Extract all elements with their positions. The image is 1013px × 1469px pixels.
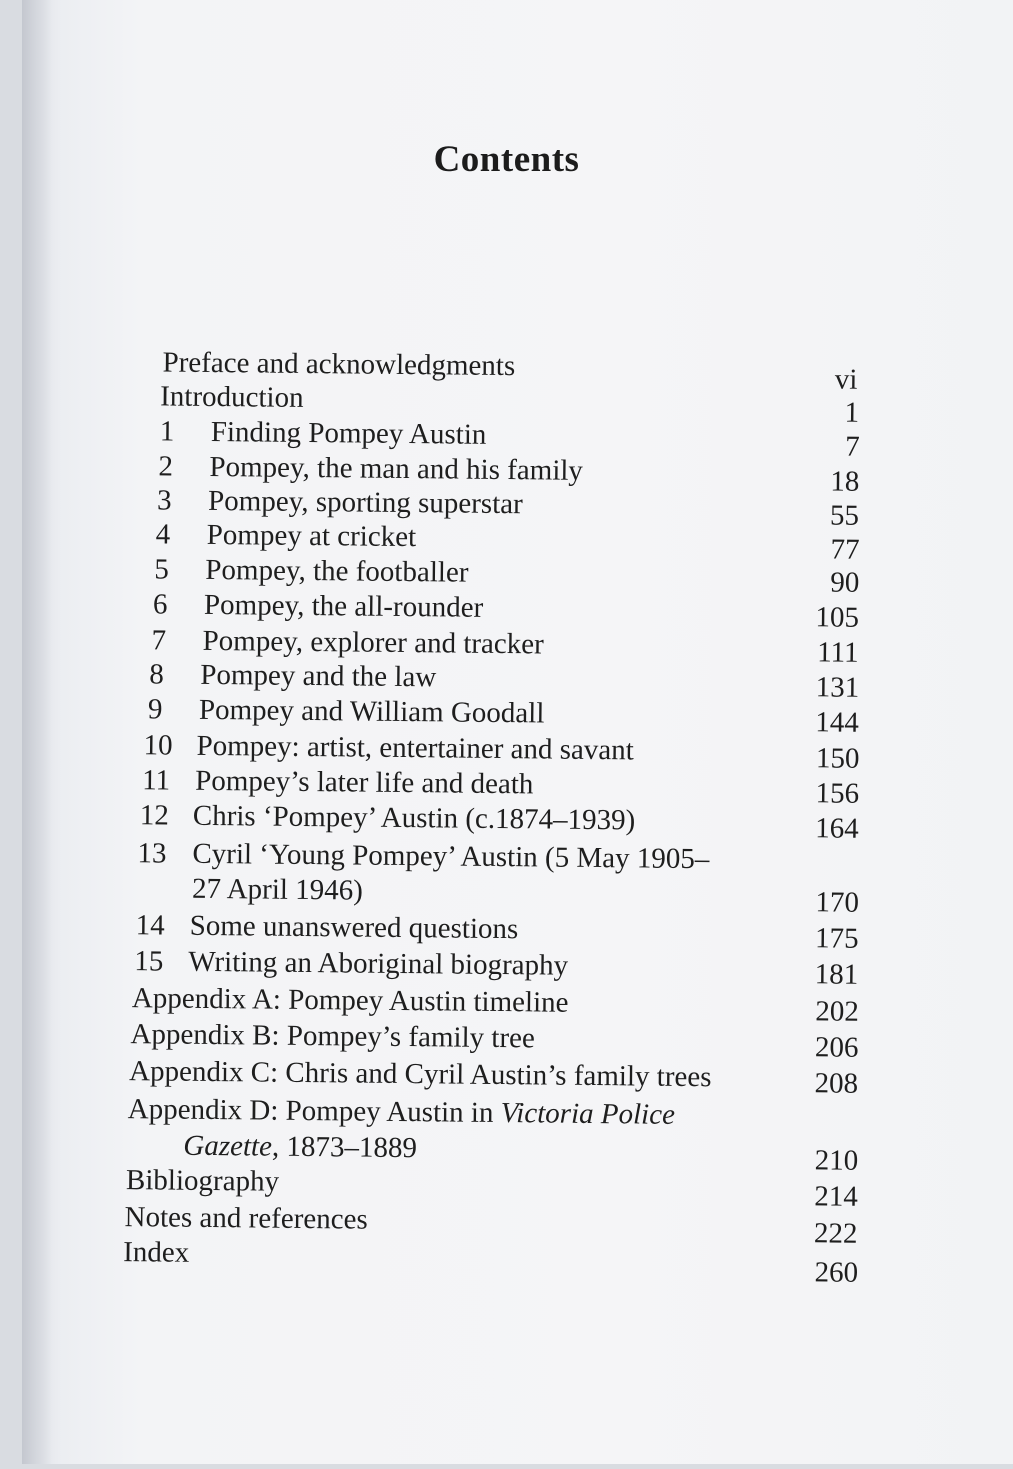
toc-entry-page: 111 bbox=[817, 636, 859, 669]
toc-entry-label: Preface and acknowledgments bbox=[162, 346, 516, 383]
toc-entry-number: 13 bbox=[137, 837, 167, 870]
toc-entry-label: Appendix C: Chris and Cyril Austin’s family trees bbox=[128, 1055, 712, 1094]
toc-entry-label: Pompey and the law bbox=[200, 658, 437, 694]
toc-entry-page: 210 bbox=[814, 1144, 859, 1177]
toc-entry-label-text: Appendix D: Pompey Austin in bbox=[127, 1093, 494, 1129]
toc-entry bbox=[0, 1091, 1010, 1177]
toc-entry-page: 150 bbox=[815, 742, 860, 775]
toc-entry-label: Index bbox=[123, 1236, 190, 1269]
toc-entry-number: 10 bbox=[143, 729, 173, 762]
toc-entry-page: 90 bbox=[830, 566, 860, 599]
toc-entry-label: Chris ‘Pompey’ Austin (c.1874–1939) bbox=[192, 799, 636, 837]
page-title: Contents bbox=[433, 139, 580, 180]
toc-entry-label-continued: 27 April 1946) bbox=[191, 872, 363, 907]
toc-entry-number: 6 bbox=[152, 588, 168, 621]
toc-entry-label: Pompey: artist, entertainer and savant bbox=[196, 729, 634, 767]
toc-entry-page: vi bbox=[834, 363, 858, 396]
toc-entry-page: 144 bbox=[815, 706, 859, 739]
toc-entry bbox=[0, 835, 1013, 919]
toc-entry-number: 9 bbox=[147, 693, 163, 726]
toc-entry-label: Pompey, the footballer bbox=[205, 553, 469, 589]
toc-entry-number: 8 bbox=[149, 658, 164, 691]
toc-entry-page: 164 bbox=[815, 812, 859, 845]
toc-entry-page: 131 bbox=[815, 671, 860, 704]
toc-entry-label: Pompey at cricket bbox=[206, 518, 417, 554]
toc-entry-page: 1 bbox=[844, 396, 860, 429]
toc-entry-page: 214 bbox=[814, 1180, 859, 1213]
toc-entry-label-italic: Gazette bbox=[183, 1129, 273, 1163]
toc-entry-label-italic: Victoria Police bbox=[500, 1097, 676, 1131]
toc-entry-page: 181 bbox=[814, 958, 859, 991]
toc-entry-label-continued bbox=[183, 1129, 417, 1165]
toc-entry-number: 11 bbox=[142, 764, 171, 797]
toc-entry-page: 156 bbox=[815, 777, 860, 810]
toc-entry-label: Pompey and William Goodall bbox=[198, 693, 545, 730]
toc-entry-page: 77 bbox=[830, 533, 860, 566]
toc-entry-number: 12 bbox=[139, 799, 169, 832]
toc-entry-page: 202 bbox=[815, 995, 859, 1028]
toc-entry-label: Pompey, sporting superstar bbox=[207, 484, 523, 521]
toc-entry-number: 3 bbox=[156, 484, 172, 517]
toc-entry-page: 222 bbox=[813, 1217, 858, 1250]
toc-entry-label: Writing an Aboriginal biography bbox=[188, 945, 569, 982]
toc-entry-page: 206 bbox=[814, 1031, 859, 1064]
toc-entry-number: 7 bbox=[151, 624, 167, 657]
toc-entry-page: 7 bbox=[845, 430, 860, 463]
toc-entry-label: Cyril ‘Young Pompey’ Austin (5 May 1905– bbox=[192, 837, 710, 876]
toc-entry-page: 170 bbox=[815, 886, 860, 919]
toc-entry-page: 175 bbox=[814, 922, 859, 955]
toc-entry-label: Pompey, explorer and tracker bbox=[202, 624, 544, 661]
toc-entry-number: 15 bbox=[134, 945, 164, 978]
toc-entry-label: Appendix A: Pompey Austin timeline bbox=[131, 982, 569, 1019]
toc-entry-number: 2 bbox=[158, 450, 174, 483]
toc-entry-page: 208 bbox=[814, 1067, 859, 1100]
toc-entry-label: Notes and references bbox=[124, 1201, 368, 1236]
toc-entry-label: Some unanswered questions bbox=[189, 909, 519, 946]
toc-entry-label: Pompey’s later life and death bbox=[195, 764, 534, 801]
toc-entry-label: Bibliography bbox=[125, 1164, 280, 1198]
toc-entry-page: 105 bbox=[815, 601, 860, 634]
toc-entry bbox=[0, 1053, 1010, 1098]
toc-entry-label bbox=[128, 1092, 676, 1132]
toc-entry-number: 5 bbox=[154, 553, 170, 586]
toc-entry-label-text: , 1873–1889 bbox=[271, 1130, 418, 1165]
toc-entry-number: 4 bbox=[155, 518, 171, 551]
toc-entry-label: Appendix B: Pompey’s family tree bbox=[130, 1018, 536, 1055]
toc-entry-page: 55 bbox=[829, 499, 860, 532]
toc-entry-label: Finding Pompey Austin bbox=[210, 415, 487, 451]
toc-entry-label: Pompey, the man and his family bbox=[209, 450, 584, 487]
toc-entry-label: Pompey, the all-rounder bbox=[203, 588, 484, 624]
toc-entry-number: 14 bbox=[135, 909, 165, 942]
toc-entry-label: Introduction bbox=[160, 380, 304, 414]
toc-entry-number: 1 bbox=[159, 415, 175, 448]
toc-entry-page: 260 bbox=[814, 1256, 859, 1289]
toc-entry-page: 18 bbox=[830, 465, 860, 498]
